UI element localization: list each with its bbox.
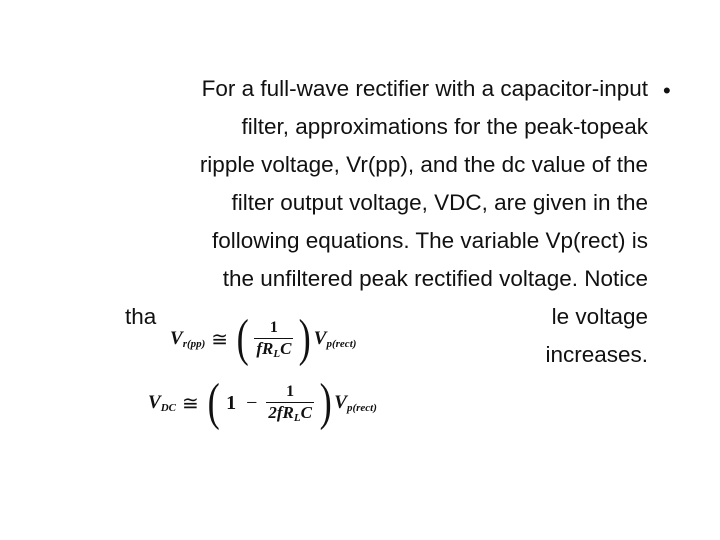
formula-ripple-lhs: V [170,328,183,349]
formula-dc-fraction [266,383,314,423]
body-text-line-7-end: le voltage [551,304,648,329]
formula-dc-close-paren: ) [319,374,332,431]
formula-ripple-denominator: fRLC [256,339,292,361]
body-text-line-6: the unfiltered peak rectified voltage. Notice [222,266,648,291]
formula-dc-numerator: 1 [286,383,295,401]
formula-dc-lhs-sub: DC [160,402,176,414]
formula-dc-minus: − [246,391,258,414]
formula-ripple-close-paren: ) [299,310,312,367]
formula-dc-lhs: V [148,392,161,413]
dc-voltage-formula [148,372,468,434]
formula-ripple-rhs-sub: p(rect) [326,338,357,350]
body-text-line-3: ripple voltage, Vr(pp), and the dc value of the [199,152,648,177]
body-text-line-1: For a full-wave rectifier with a capacitor-input [201,76,648,101]
formula-ripple-approx: ≅ [211,328,229,351]
body-text-line-4: filter output voltage, VDC, are given in the [231,190,648,215]
body-text-line-8: increases. [545,342,648,367]
bullet-marker: • [663,78,671,103]
ripple-voltage-formula [170,308,470,370]
formula-ripple-rhs: V [313,328,327,349]
formula-ripple-numerator: 1 [269,319,278,337]
body-text-line-5: following equations. The variable Vp(rect) is [211,228,648,253]
formula-dc-approx: ≅ [181,392,199,415]
formula-dc-rhs-sub: p(rect) [346,402,377,414]
body-text-line-2: filter, approximations for the peak-topeak [241,114,648,139]
body-text-line-7-start: tha [125,304,157,329]
formula-ripple-open-paren: ( [236,310,249,367]
formula-ripple-fraction [254,319,293,359]
formula-dc-open-paren: ( [207,374,220,431]
formula-dc-rhs: V [334,392,347,413]
formula-dc-one: 1 [226,391,237,414]
formula-ripple-lhs-sub: r(pp) [182,338,206,350]
formula-dc-denominator: 2fRLC [268,403,312,425]
